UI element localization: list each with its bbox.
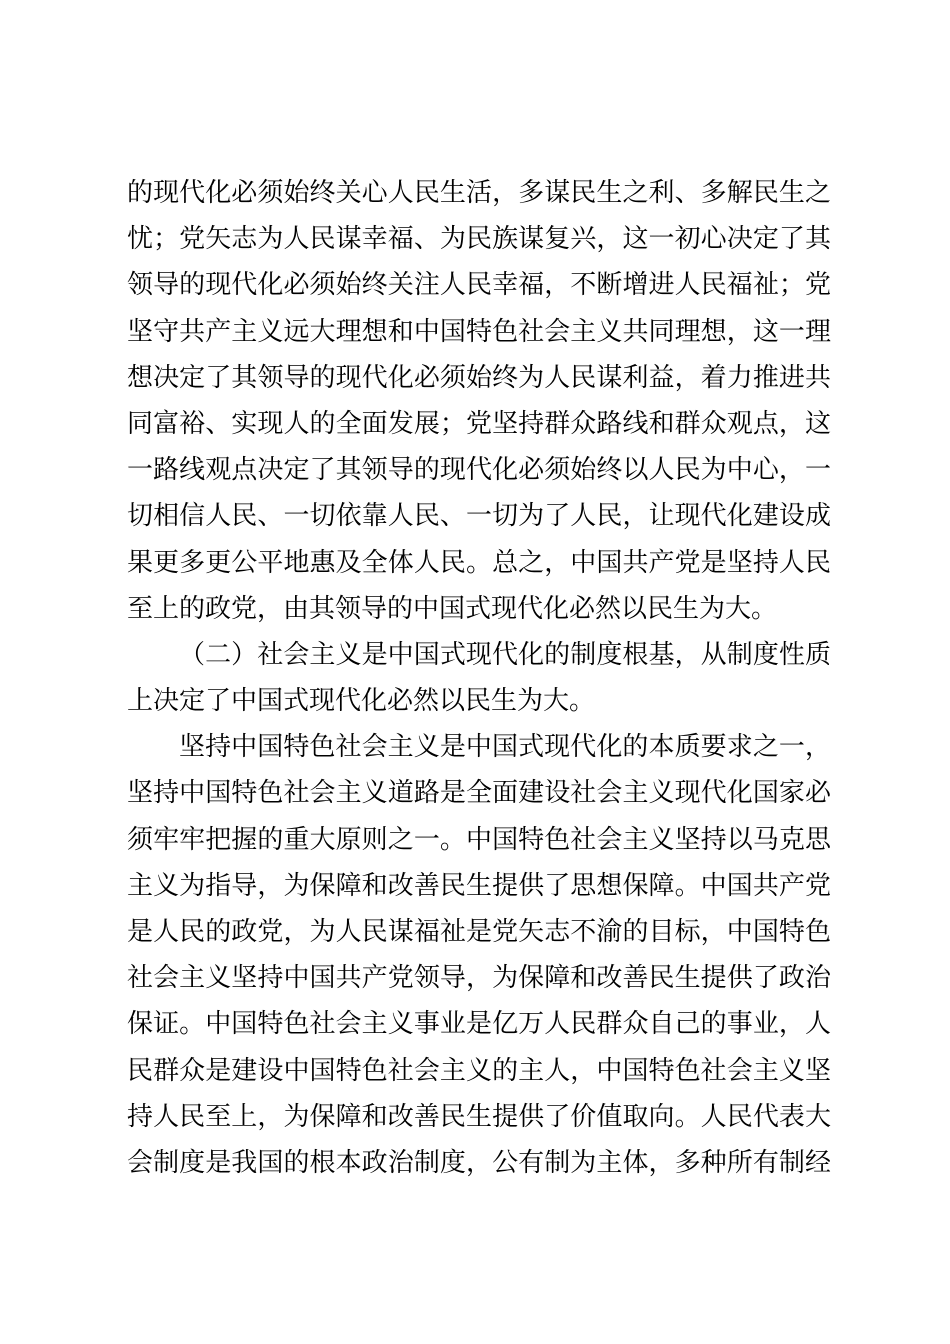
- text-line: 想决定了其领导的现代化必须始终为人民谋利益，着力推进共: [127, 362, 831, 393]
- text-line: 忧；党矢志为人民谋幸福、为民族谋复兴，这一初心决定了其: [127, 224, 831, 255]
- paragraph-3: [127, 724, 831, 1186]
- text-line: 一路线观点决定了其领导的现代化必须始终以人民为中心，一: [127, 455, 831, 486]
- text-line: 的现代化必须始终关心人民生活，多谋民生之利、多解民生之: [127, 178, 831, 208]
- text-line: 社会主义坚持中国共产党领导，为保障和改善民生提供了政治: [127, 963, 831, 994]
- text-line: 坚守共产主义远大理想和中国特色社会主义共同理想，这一理: [127, 316, 831, 347]
- text-line: 主义为指导，为保障和改善民生提供了思想保障。中国共产党: [127, 870, 831, 901]
- heading-line: 上决定了中国式现代化必然以民生为大。: [127, 686, 596, 717]
- text-line: 切相信人民、一切依靠人民、一切为了人民，让现代化建设成: [127, 501, 831, 532]
- heading-line: （二）社会主义是中国式现代化的制度根基，从制度性质: [179, 639, 831, 670]
- text-line: 果更多更公平地惠及全体人民。总之，中国共产党是坚持人民: [127, 547, 831, 578]
- text-line: 坚持中国特色社会主义是中国式现代化的本质要求之一，: [179, 732, 831, 763]
- text-line: 坚持中国特色社会主义道路是全面建设社会主义现代化国家必: [127, 778, 831, 809]
- text-line: 至上的政党，由其领导的中国式现代化必然以民生为大。: [127, 593, 778, 624]
- text-line: 民群众是建设中国特色社会主义的主人，中国特色社会主义坚: [127, 1055, 831, 1086]
- body-text: [127, 170, 831, 1186]
- section-heading: [127, 632, 831, 724]
- text-line: 持人民至上，为保障和改善民生提供了价值取向。人民代表大: [127, 1101, 831, 1132]
- text-line: 保证。中国特色社会主义事业是亿万人民群众自己的事业，人: [127, 1009, 831, 1040]
- text-line: 会制度是我国的根本政治制度，公有制为主体，多种所有制经: [127, 1147, 831, 1178]
- text-line: 同富裕、实现人的全面发展；党坚持群众路线和群众观点，这: [127, 408, 831, 439]
- text-line: 是人民的政党，为人民谋福祉是党矢志不渝的目标，中国特色: [127, 917, 831, 947]
- text-line: 领导的现代化必须始终关注人民幸福，不断增进人民福祉；党: [127, 270, 831, 301]
- text-line: 须牢牢把握的重大原则之一。中国特色社会主义坚持以马克思: [127, 824, 831, 855]
- paragraph-1: [127, 170, 831, 632]
